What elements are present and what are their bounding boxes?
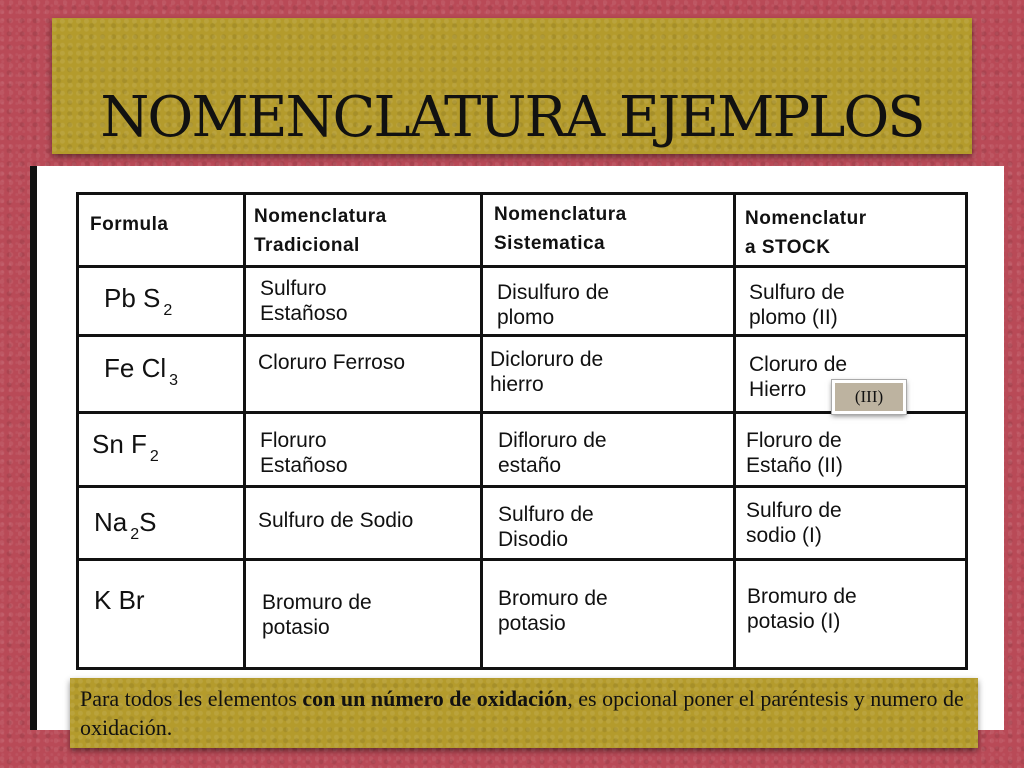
table-rule — [480, 192, 483, 670]
header-tradicional: Nomenclatura Tradicional — [254, 206, 387, 256]
table-rule — [76, 334, 968, 337]
header-sistematica: Nomenclatura Sistematica — [494, 204, 627, 254]
formula-cell: Na $_2$S — [94, 507, 157, 543]
table-rule — [76, 485, 968, 488]
table-cell: Floruro de Estaño (II) — [746, 429, 843, 477]
nomenclature-table — [76, 192, 968, 670]
table-cell: Sulfuro de Disodio — [498, 503, 594, 551]
table-rule — [76, 667, 968, 670]
table-cell: Floruro Estañoso — [260, 429, 348, 477]
panel-left-border — [30, 166, 37, 730]
footnote-emphasis: con un número de oxidación — [302, 686, 568, 711]
table-cell: Sulfuro de plomo (II) — [749, 281, 845, 329]
footnote-text: Para todos les elementos — [80, 686, 303, 711]
table-rule — [733, 192, 736, 670]
footnote-box — [70, 678, 978, 748]
table-cell: Cloruro de Hierro — [749, 353, 848, 401]
table-cell: Sulfuro de Sodio — [258, 509, 414, 532]
table-rule — [76, 558, 968, 561]
table-cell: Difloruro de estaño — [498, 429, 607, 477]
header-stock: Nomenclatur a STOCK — [745, 208, 867, 258]
table-rule — [76, 192, 968, 195]
table-cell: Dicloruro de hierro — [490, 348, 604, 396]
table-rule — [243, 192, 246, 670]
table-cell: Bromuro de potasio (I) — [747, 585, 857, 633]
formula-cell: Sn F $_2$ — [92, 429, 159, 465]
table-cell: Bromuro de potasio — [498, 587, 608, 635]
title-banner — [52, 18, 972, 154]
formula-cell: Fe Cl $_3$ — [104, 353, 179, 389]
table-cell: Sulfuro de sodio (I) — [746, 499, 842, 547]
page-title: NOMENCLATURA EJEMPLOS — [100, 85, 924, 150]
table-cell: Bromuro de potasio — [262, 591, 372, 639]
formula-cell: K Br — [94, 585, 145, 615]
table-cell: Sulfuro Estañoso — [260, 277, 348, 325]
header-formula: Formula — [90, 214, 169, 235]
formula-cell: Pb S $_2$ — [104, 283, 173, 319]
table-rule — [76, 265, 968, 268]
table-rule — [76, 192, 79, 670]
table-cell: Cloruro Ferroso — [258, 351, 406, 374]
table-cell: Disulfuro de plomo — [497, 281, 610, 329]
table-rule — [965, 192, 968, 670]
oxidation-state-badge: (III) — [832, 380, 906, 414]
footnote-text-end: , es opcional poner el paréntesis y numero de oxidación. — [80, 686, 964, 740]
